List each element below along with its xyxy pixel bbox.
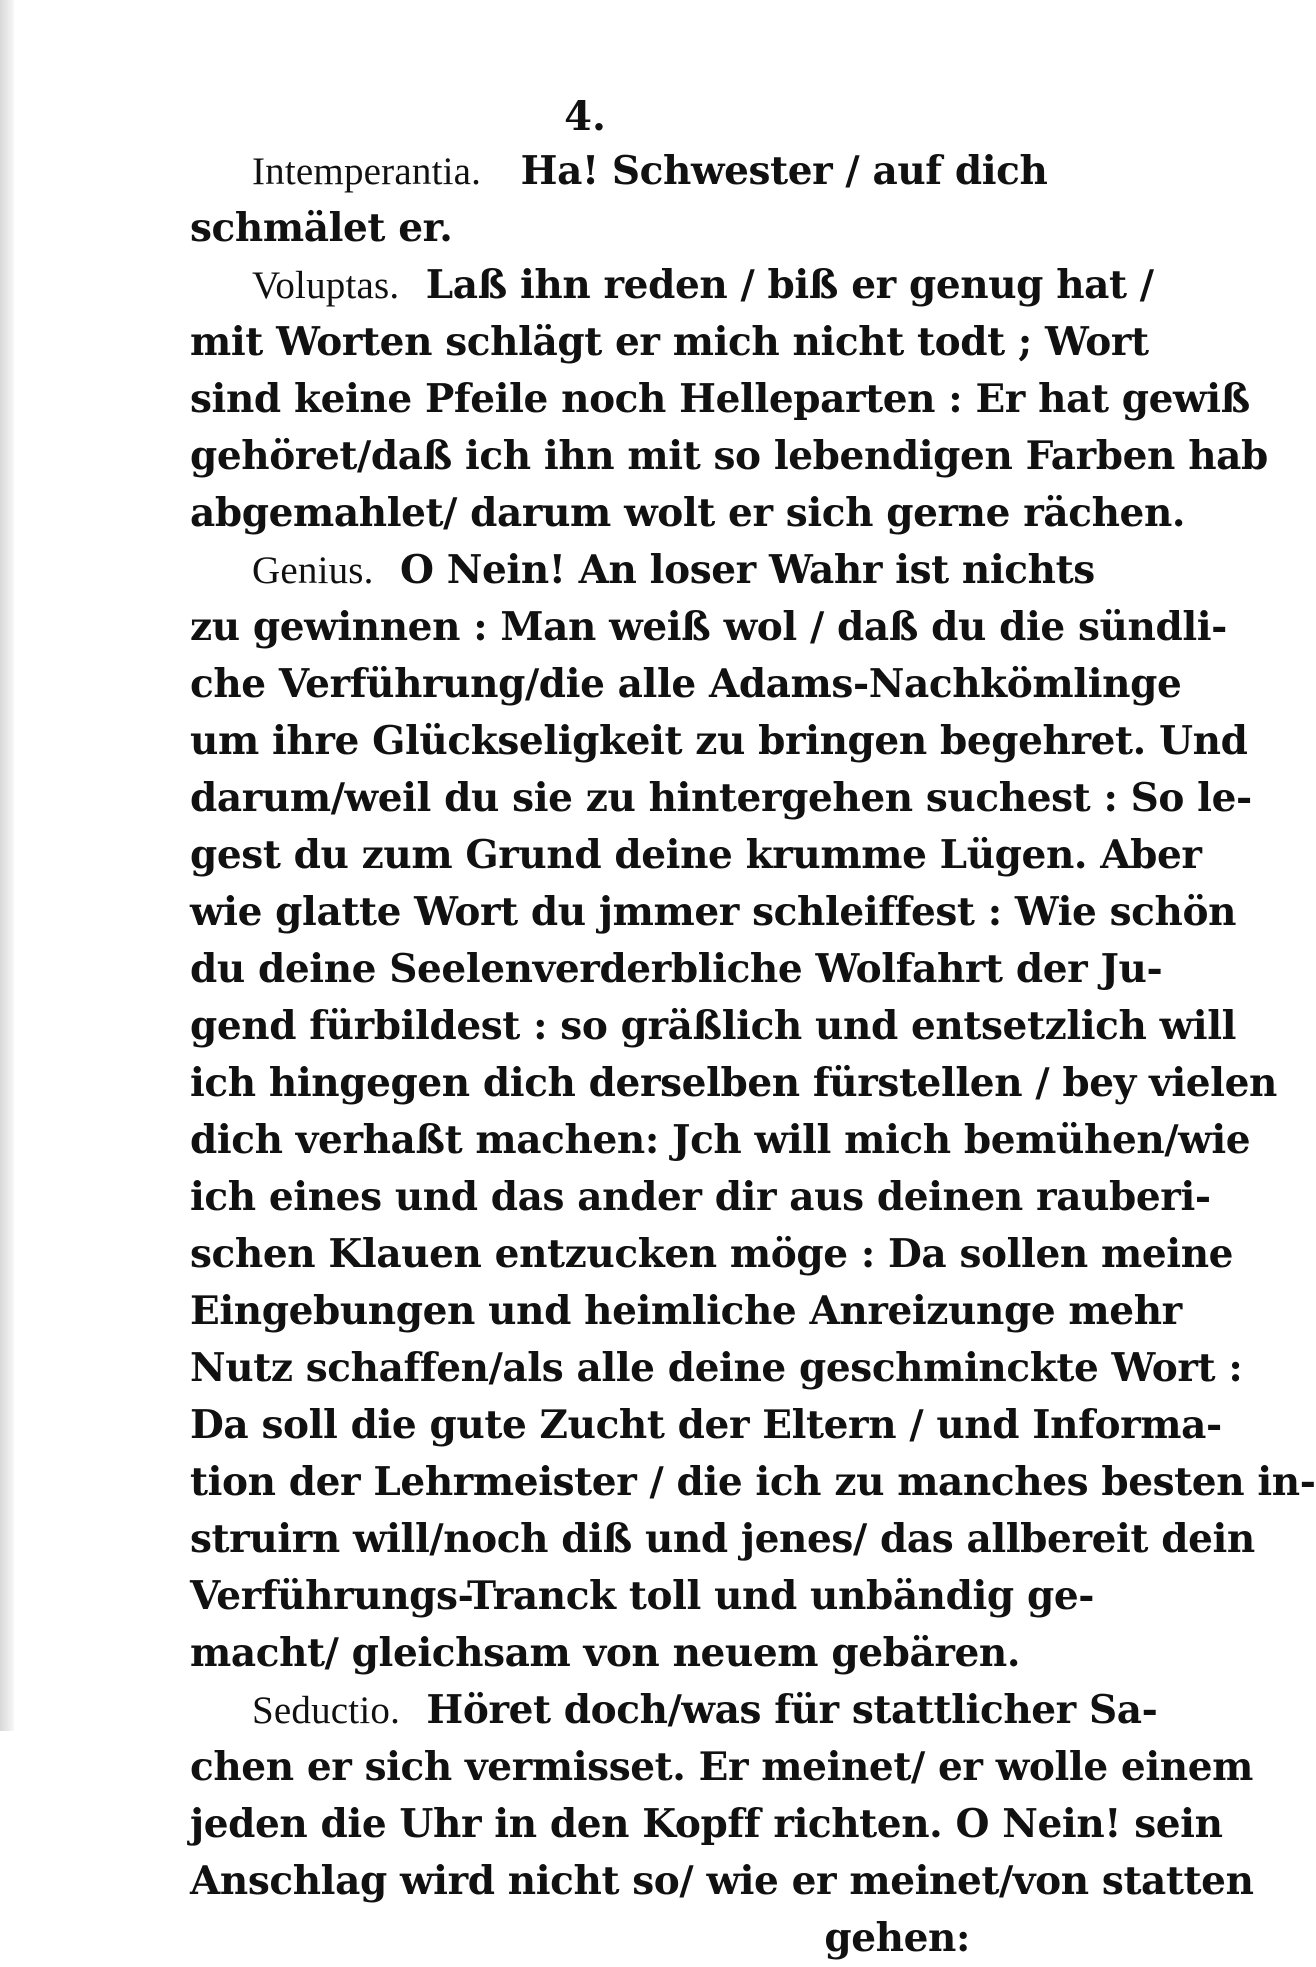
text-line: gend fürbildest : so gräßlich und entsetzlich will xyxy=(190,1003,1237,1049)
text-line: ich hingegen dich derselben fürstellen / bey vielen xyxy=(190,1060,1277,1106)
text-line: Verführungs-Tranck toll und unbändig ge- xyxy=(190,1573,1095,1619)
text-line: struirn will/noch diß und jenes/ das allbereit dein xyxy=(190,1516,1255,1562)
line-text: O Nein! An loser Wahr ist nichts xyxy=(400,547,1095,593)
text-line: abgemahlet/ darum wolt er sich gerne rächen. xyxy=(190,490,1186,536)
text-line: tion der Lehrmeister / die ich zu manches besten in- xyxy=(190,1459,1316,1505)
text-line: schmälet er. xyxy=(190,205,453,251)
text-line: schen Klauen entzucken möge : Da sollen meine xyxy=(190,1231,1234,1277)
text-line: gest du zum Grund deine krumme Lügen. Aber xyxy=(190,832,1202,878)
text-line xyxy=(190,143,1048,200)
text-line: jeden die Uhr in den Kopff richten. O Nein! sein xyxy=(190,1801,1223,1847)
speech-genius xyxy=(190,542,1316,1682)
text-line: Da soll die gute Zucht der Eltern / und Informa- xyxy=(190,1402,1222,1448)
text-line: macht/ gleichsam von neuem gebären. xyxy=(190,1630,1021,1676)
text-line: zu gewinnen : Man weiß wol / daß du die sündli- xyxy=(190,604,1227,650)
text-line: ich eines und das ander dir aus deinen rauberi- xyxy=(190,1174,1211,1220)
text-line: Anschlag wird nicht so/ wie er meinet/von statten xyxy=(190,1858,1254,1904)
text-line: Eingebungen und heimliche Anreizunge mehr xyxy=(190,1288,1182,1334)
text-line: um ihre Glückseligkeit zu bringen begehret. Und xyxy=(190,718,1248,764)
text-line: du deine Seelenverderbliche Wolfahrt der Ju- xyxy=(190,946,1163,992)
scan-edge xyxy=(0,0,14,1731)
text-line: dich verhaßt machen: Jch will mich bemühen/wie xyxy=(190,1117,1251,1163)
speaker-name: Intemperantia. xyxy=(252,150,482,193)
speech-voluptas xyxy=(190,257,1268,542)
book-page xyxy=(190,93,1316,1967)
text-line xyxy=(190,257,1154,314)
speaker-name: Voluptas. xyxy=(252,264,400,307)
line-text: Ha! Schwester / auf dich xyxy=(520,148,1048,194)
line-text: Höret doch/was für stattlicher Sa- xyxy=(426,1687,1158,1733)
page-number: 4. xyxy=(564,93,606,140)
text-line: sind keine Pfeile noch Helleparten : Er hat gewiß xyxy=(190,376,1250,422)
speech-seductio xyxy=(190,1682,1254,1910)
text-line xyxy=(190,542,1095,599)
text-line: mit Worten schlägt er mich nicht todt ; Wort xyxy=(190,319,1149,365)
text-line: chen er sich vermisset. Er meinet/ er wolle einem xyxy=(190,1744,1253,1790)
text-line: darum/weil du sie zu hintergehen suchest : So le- xyxy=(190,775,1252,821)
speaker-name: Genius. xyxy=(252,549,374,592)
text-line: gehöret/daß ich ihn mit so lebendigen Farben hab xyxy=(190,433,1268,479)
speaker-name: Seductio. xyxy=(252,1689,401,1732)
speech-intemperantia xyxy=(190,143,1048,257)
text-line: wie glatte Wort du jmmer schleiffest : Wie schön xyxy=(190,889,1237,935)
catchword: gehen: xyxy=(824,1915,970,1961)
text-line: che Verführung/die alle Adams-Nachkömlinge xyxy=(190,661,1182,707)
line-text: Laß ihn reden / biß er genug hat / xyxy=(425,262,1154,308)
text-line: Nutz schaffen/als alle deine geschminckte Wort : xyxy=(190,1345,1243,1391)
text-line xyxy=(190,1682,1158,1739)
